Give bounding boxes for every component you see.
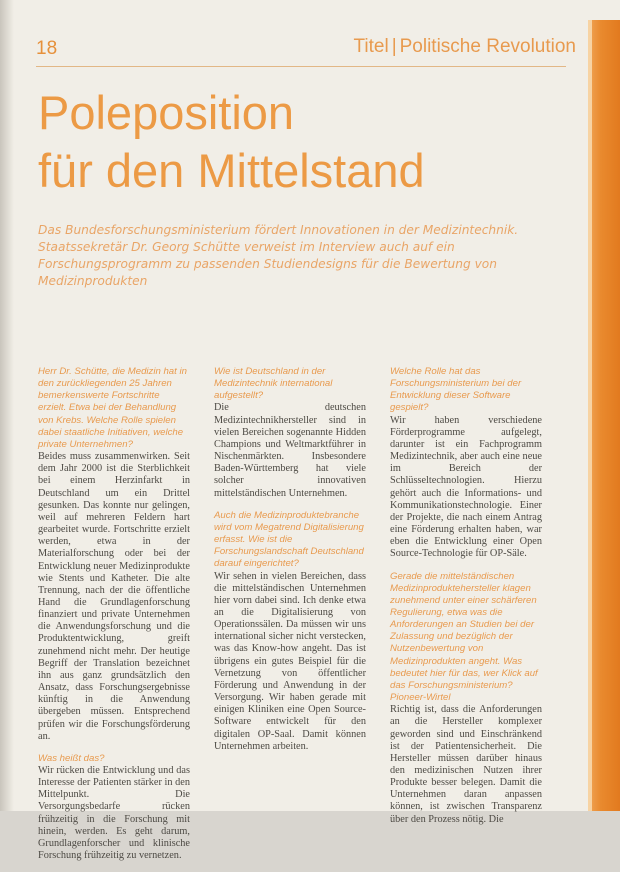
text-column-3 — [390, 366, 542, 826]
page-edge-color-bar — [588, 20, 620, 811]
interview-question: Gerade die mittelständischen Medizinproduktehersteller klagen zunehmend unter einer schärferen Regulierung, etwa was die Anforderungen an Studien bei der Zulassung und bezüglich der Nutzenbewertung von Medizinprodukten angeht. Was bedeutet hier für das, wer Klick auf das Forschungsministerium? Pioneer-Wirtel — [390, 570, 538, 704]
interview-answer: Richtig ist, dass die Anforderungen an die Hersteller komplexer geworden sind und Einschränkend ist der Patientensicherheit. Die Hersteller müssen darüber hinaus den medizinischen Nutzen ihrer Produkte besser belegen. Damit die Unternehmen daran anpassen können, ist zwischen Transparenz über den Prozess nötig. Die — [390, 704, 542, 825]
section-separator: | — [391, 36, 397, 57]
section-topic: Politische Revolution — [399, 36, 576, 57]
section-header — [353, 36, 576, 58]
interview-answer: Beides muss zusammenwirken. Seit dem Jahr 2000 ist die Sterblichkeit bei einem Herzinfarkt in Deutschland um ein Drittel gesunken. Das konnte nur gelingen, weil auf mehreren Feldern hart gearbeitet wurde. Fortschritte erzielt werden, etwa in der Materialforschung oder bei der Entwicklung neuer Medizinprodukte wie Stents und Katheter. Die alte Trennung, nach der die öffentliche Hand die Grundlagenforschung finanziert und private Unternehmen die Anwendungsforschung und die Produktentwicklung, greift zunehmend nicht mehr. Der heutige Begriff der Translation bezeichnet ihn aus ganz grundsätzlich den Ansatz, dass Forschungsergebnisse künftig in die Anwendung übergeben müssen. Entsprechend prüfen wir die Forschungsförderung an. — [38, 451, 190, 742]
interview-answer: Wir sehen in vielen Bereichen, dass die mittelständischen Unternehmen hier vorn dabei sind. Ich denke etwa an die Digitalisierung von Operationssälen. Da müssen wir uns international sicher nicht verstecken, was das Know-how angeht. Das ist übrigens ein gutes Beispiel für die Vernetzung von öffentlicher Förderung und Anwendung in der Versorgung. Wir haben gerade mit einigen Kliniken eine Open Source-Software entwickelt für den digitalen OP-Saal. Damit können Unternehmen arbeiten. — [214, 570, 366, 752]
interview-answer: Wir rücken die Entwicklung und das Interesse der Patienten stärker in den Mittelpunkt. Die Versorgungsbedarfe rücken frühzeitig in die Forschung mit hinein, werden. Es geht darum, Grundlagenforscher und klinische Forschung frühzeitig zu vernetzen. — [38, 765, 190, 862]
title-line-1: Poleposition — [38, 86, 295, 139]
interview-answer: Wir haben verschiedene Förderprogramme aufgelegt, darunter ist ein Fachprogramm Medizintechnik, aber auch eine neue im Bereich der Schlüsseltechnologien. Hierzu gehört auch die Informations- und Kommunikationstechnologie. Einer der Projekte, die nach einem Antrag eine Förderung erhalten haben, war eben die Entwicklung einer Open Source-Technologie für OP-Säle. — [390, 414, 542, 560]
text-column-2 — [214, 366, 366, 753]
header-rule — [36, 66, 566, 67]
interview-question: Wie ist Deutschland in der Medizintechnik international aufgestellt? — [214, 366, 333, 402]
interview-question: Auch die Medizinproduktebranche wird vom Megatrend Digitalisierung erfasst. Wie ist die Forschungslandschaft Deutschland darauf eingerichtet? — [214, 509, 364, 570]
page-number: 18 — [36, 38, 58, 59]
interview-question: Was heißt das? — [38, 752, 105, 764]
section-label: Titel — [353, 36, 389, 57]
text-column-1 — [38, 366, 190, 872]
page-gutter-shadow — [0, 0, 14, 811]
interview-question: Welche Rolle hat das Forschungsministerium bei der Entwicklung dieser Software gespielt? — [390, 366, 522, 414]
article-lead: Das Bundesforschungsministerium fördert Innovationen in der Medizintechnik. Staatssekretär Dr. Georg Schütte verweist im Interview auch auf ein Forschungsprogramm zu passenden Studiendesigns für die Bewertung von Medizinprodukten — [38, 223, 519, 288]
interview-question: Herr Dr. Schütte, die Medizin hat in den zurückliegenden 25 Jahren bemerkenswerte Fortschritte erzielt. Etwa bei der Behandlung von Krebs. Welche Rolle spielen dabei staatliche Initiativen, welche private Unternehmen? — [38, 366, 187, 450]
interview-answer: Die deutschen Medizintechnikhersteller sind in vielen Bereichen sogenannte Hidden Champions und Weltmarktführer in Nischenmärkten. Insbesondere Baden-Württemberg hat viele solcher innovativen mittelständischen Unternehmen. — [214, 402, 366, 499]
title-line-2: für den Mittelstand — [38, 144, 425, 197]
article-title — [38, 84, 558, 200]
